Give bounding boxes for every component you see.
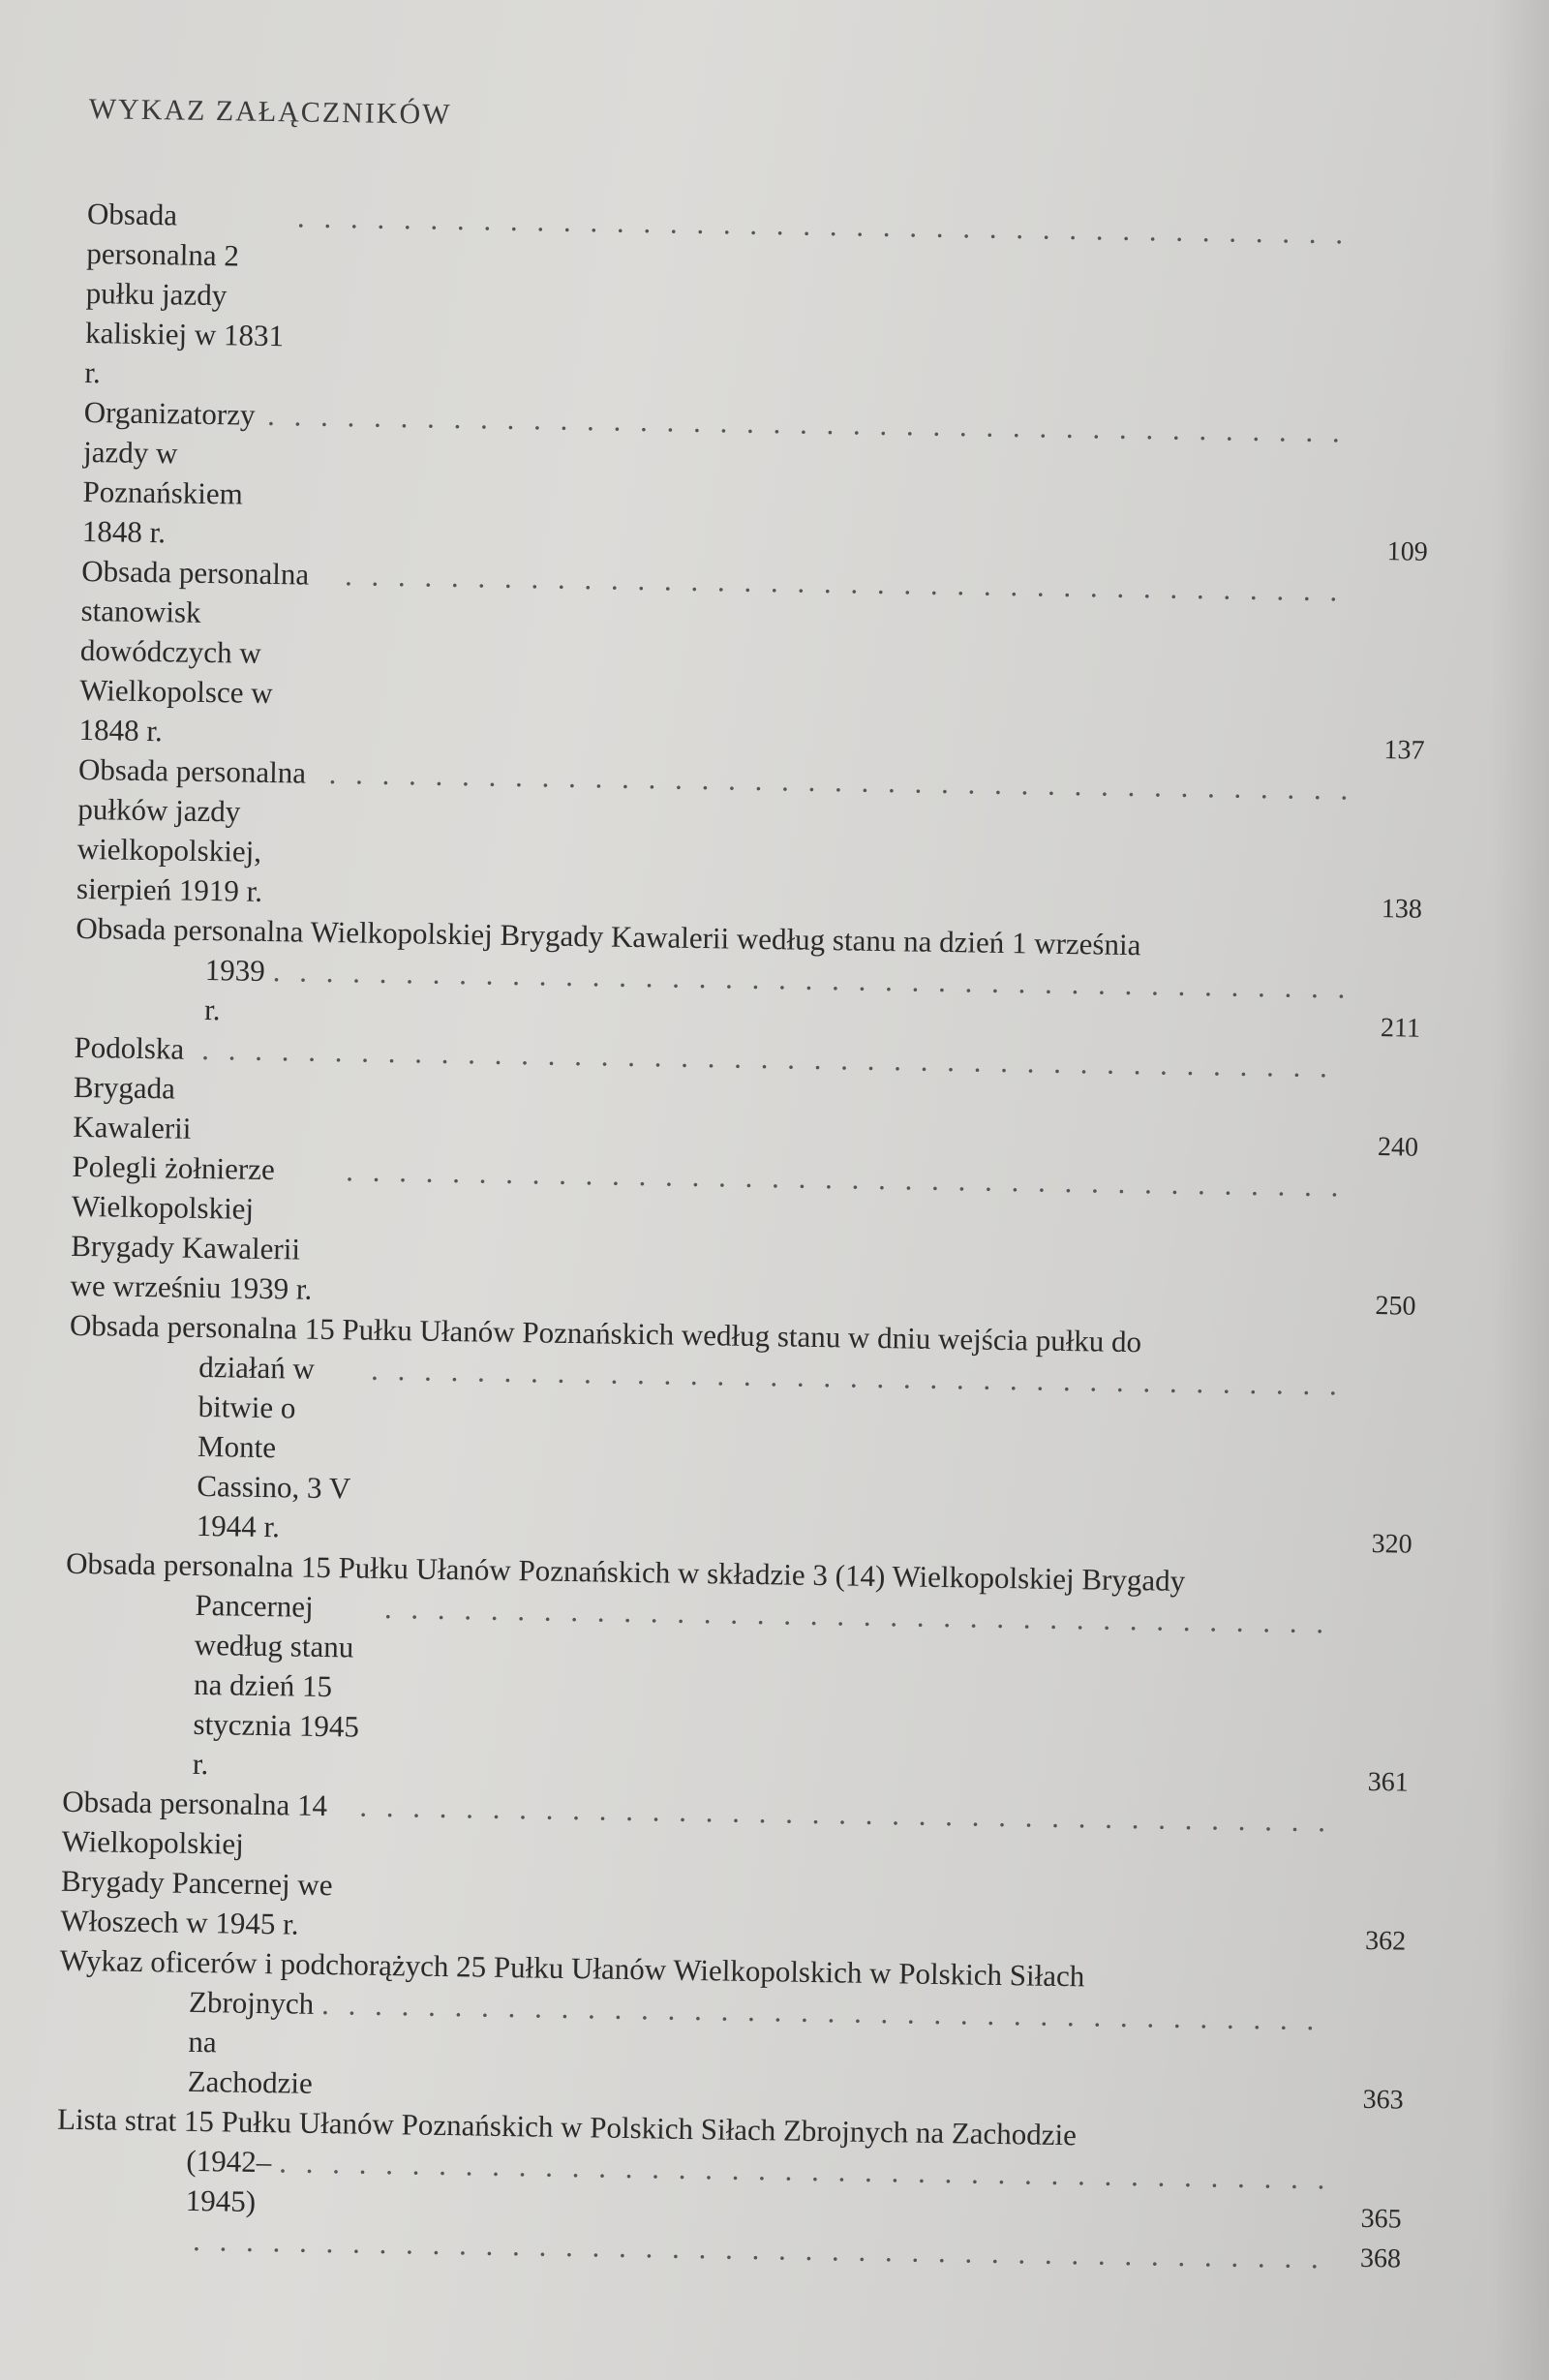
toc-entry-text — [82, 392, 1362, 571]
toc-entry-line — [70, 1146, 1350, 1326]
toc-entry-text — [66, 1305, 1348, 1564]
toc-entry — [66, 1305, 1415, 1565]
toc-entry-title: (1942–1945) — [185, 2143, 272, 2218]
toc-entry-line — [76, 749, 1356, 929]
toc-page-number: 320 — [1371, 1528, 1412, 1560]
page-heading: WYKAZ ZAŁĄCZNIKÓW — [88, 93, 452, 131]
page-shadow — [1491, 0, 1549, 2380]
toc-entry-line — [84, 194, 1365, 412]
toc-list — [55, 194, 1433, 2279]
toc-page-number: 368 — [1359, 2243, 1402, 2274]
toc-entry-title: Podolska Brygada Kawalerii — [72, 1029, 192, 1145]
toc-entry-title: Polegli żołnierze Wielkopolskiej Brygady Kawalerii we wrześniu 1939 r. — [70, 1148, 313, 1306]
toc-entry — [56, 2099, 1404, 2240]
toc-entry-line — [73, 1027, 1352, 1167]
toc-entry-line: Obsada personalna 15 Pułku Ułanów Poznańskich w składzie 3 (14) Wielkopolskiej Brygady — [65, 1545, 1186, 1598]
toc-entry-text — [73, 1027, 1352, 1167]
toc-entry-title: Obsada personalna 14 Wielkopolskiej Brygady Pancernej we Włoszech w 1945 r. — [60, 1784, 333, 1941]
toc-entry-line — [66, 1345, 1347, 1564]
toc-entry-title: Obsada personalna 2 pułku jazdy kaliskiej w 1831 r. — [84, 196, 285, 390]
toc-entry — [57, 1940, 1405, 2121]
toc-entry-line: Obsada personalna Wielkopolskiej Brygady Kawalerii według stanu na dzień 1 września — [76, 910, 1141, 962]
toc-page-number: 250 — [1375, 1291, 1416, 1322]
toc-entry-line — [60, 1782, 1340, 1961]
toc-entry-line: Lista strat 15 Pułku Ułanów Poznańskich w Polskich Siłach Zbrojnych na Zachodzie — [56, 2101, 1078, 2152]
toc-entry-title: Obsada personalna pułków jazdy wielkopolskiej, sierpień 1919 r. — [76, 751, 307, 908]
toc-page-number: 361 — [1367, 1766, 1410, 1798]
toc-entry-line: Wykaz oficerów i podchorążych 25 Pułku Ułanów Wielkopolskich w Polskich Siłach — [59, 1942, 1085, 1994]
toc-entry-text — [76, 749, 1356, 929]
toc-entry-line — [63, 1583, 1344, 1802]
toc-page-number: 138 — [1381, 894, 1423, 925]
toc-entry-text — [84, 194, 1365, 412]
toc-entry-title: Organizatorzy jazdy w Poznańskiem 1848 r. — [81, 394, 256, 550]
toc-entry-title: Pancernej według stanu na dzień 15 stycznia 1945 r. — [192, 1587, 360, 1782]
toc-entry-line — [78, 551, 1359, 770]
toc-entry — [60, 1782, 1408, 1962]
toc-entry — [78, 551, 1427, 771]
toc-entry-line — [82, 392, 1362, 571]
toc-page-number: 363 — [1362, 2084, 1404, 2116]
toc-entry-line: Obsada personalna 15 Pułku Ułanów Poznańskich według stanu w dniu wejścia pułku do — [69, 1307, 1142, 1359]
toc-entry-text — [78, 551, 1359, 770]
toc-page-number: 109 — [1386, 536, 1428, 567]
toc-entry — [70, 1146, 1417, 1327]
toc-container — [55, 93, 1435, 2279]
toc-entry-text — [56, 2099, 1336, 2239]
toc-entry — [84, 194, 1433, 413]
toc-page-number: 211 — [1380, 1013, 1421, 1044]
toc-entry-text — [75, 908, 1354, 1048]
toc-entry-title: działań w bitwie o Monte Cassino, 3 V 1944 r. — [196, 1349, 350, 1544]
toc-entry-text — [63, 1543, 1345, 1802]
toc-entry-text — [57, 1940, 1337, 2120]
toc-entry-title: Obsada personalna stanowisk dowódczych w Wielkopolsce w 1848 r. — [78, 553, 310, 748]
toc-entry-title: 1939 r. — [203, 952, 266, 1027]
toc-page-number: 362 — [1364, 1925, 1407, 1957]
toc-entry-title: Zbrojnych na Zachodzie — [187, 1984, 315, 2100]
leader-dots — [297, 197, 1357, 253]
toc-entry — [63, 1543, 1412, 1803]
toc-entry-text — [60, 1782, 1340, 1961]
toc-page-number: 365 — [1360, 2203, 1402, 2235]
toc-entry — [75, 908, 1422, 1049]
toc-entry-text — [70, 1146, 1350, 1326]
toc-page-number: 137 — [1383, 735, 1425, 766]
toc-entry — [73, 1027, 1420, 1168]
toc-entry — [82, 392, 1430, 572]
toc-entry-line — [57, 1980, 1337, 2120]
toc-page-number: 240 — [1377, 1132, 1419, 1163]
toc-entry — [76, 749, 1424, 930]
